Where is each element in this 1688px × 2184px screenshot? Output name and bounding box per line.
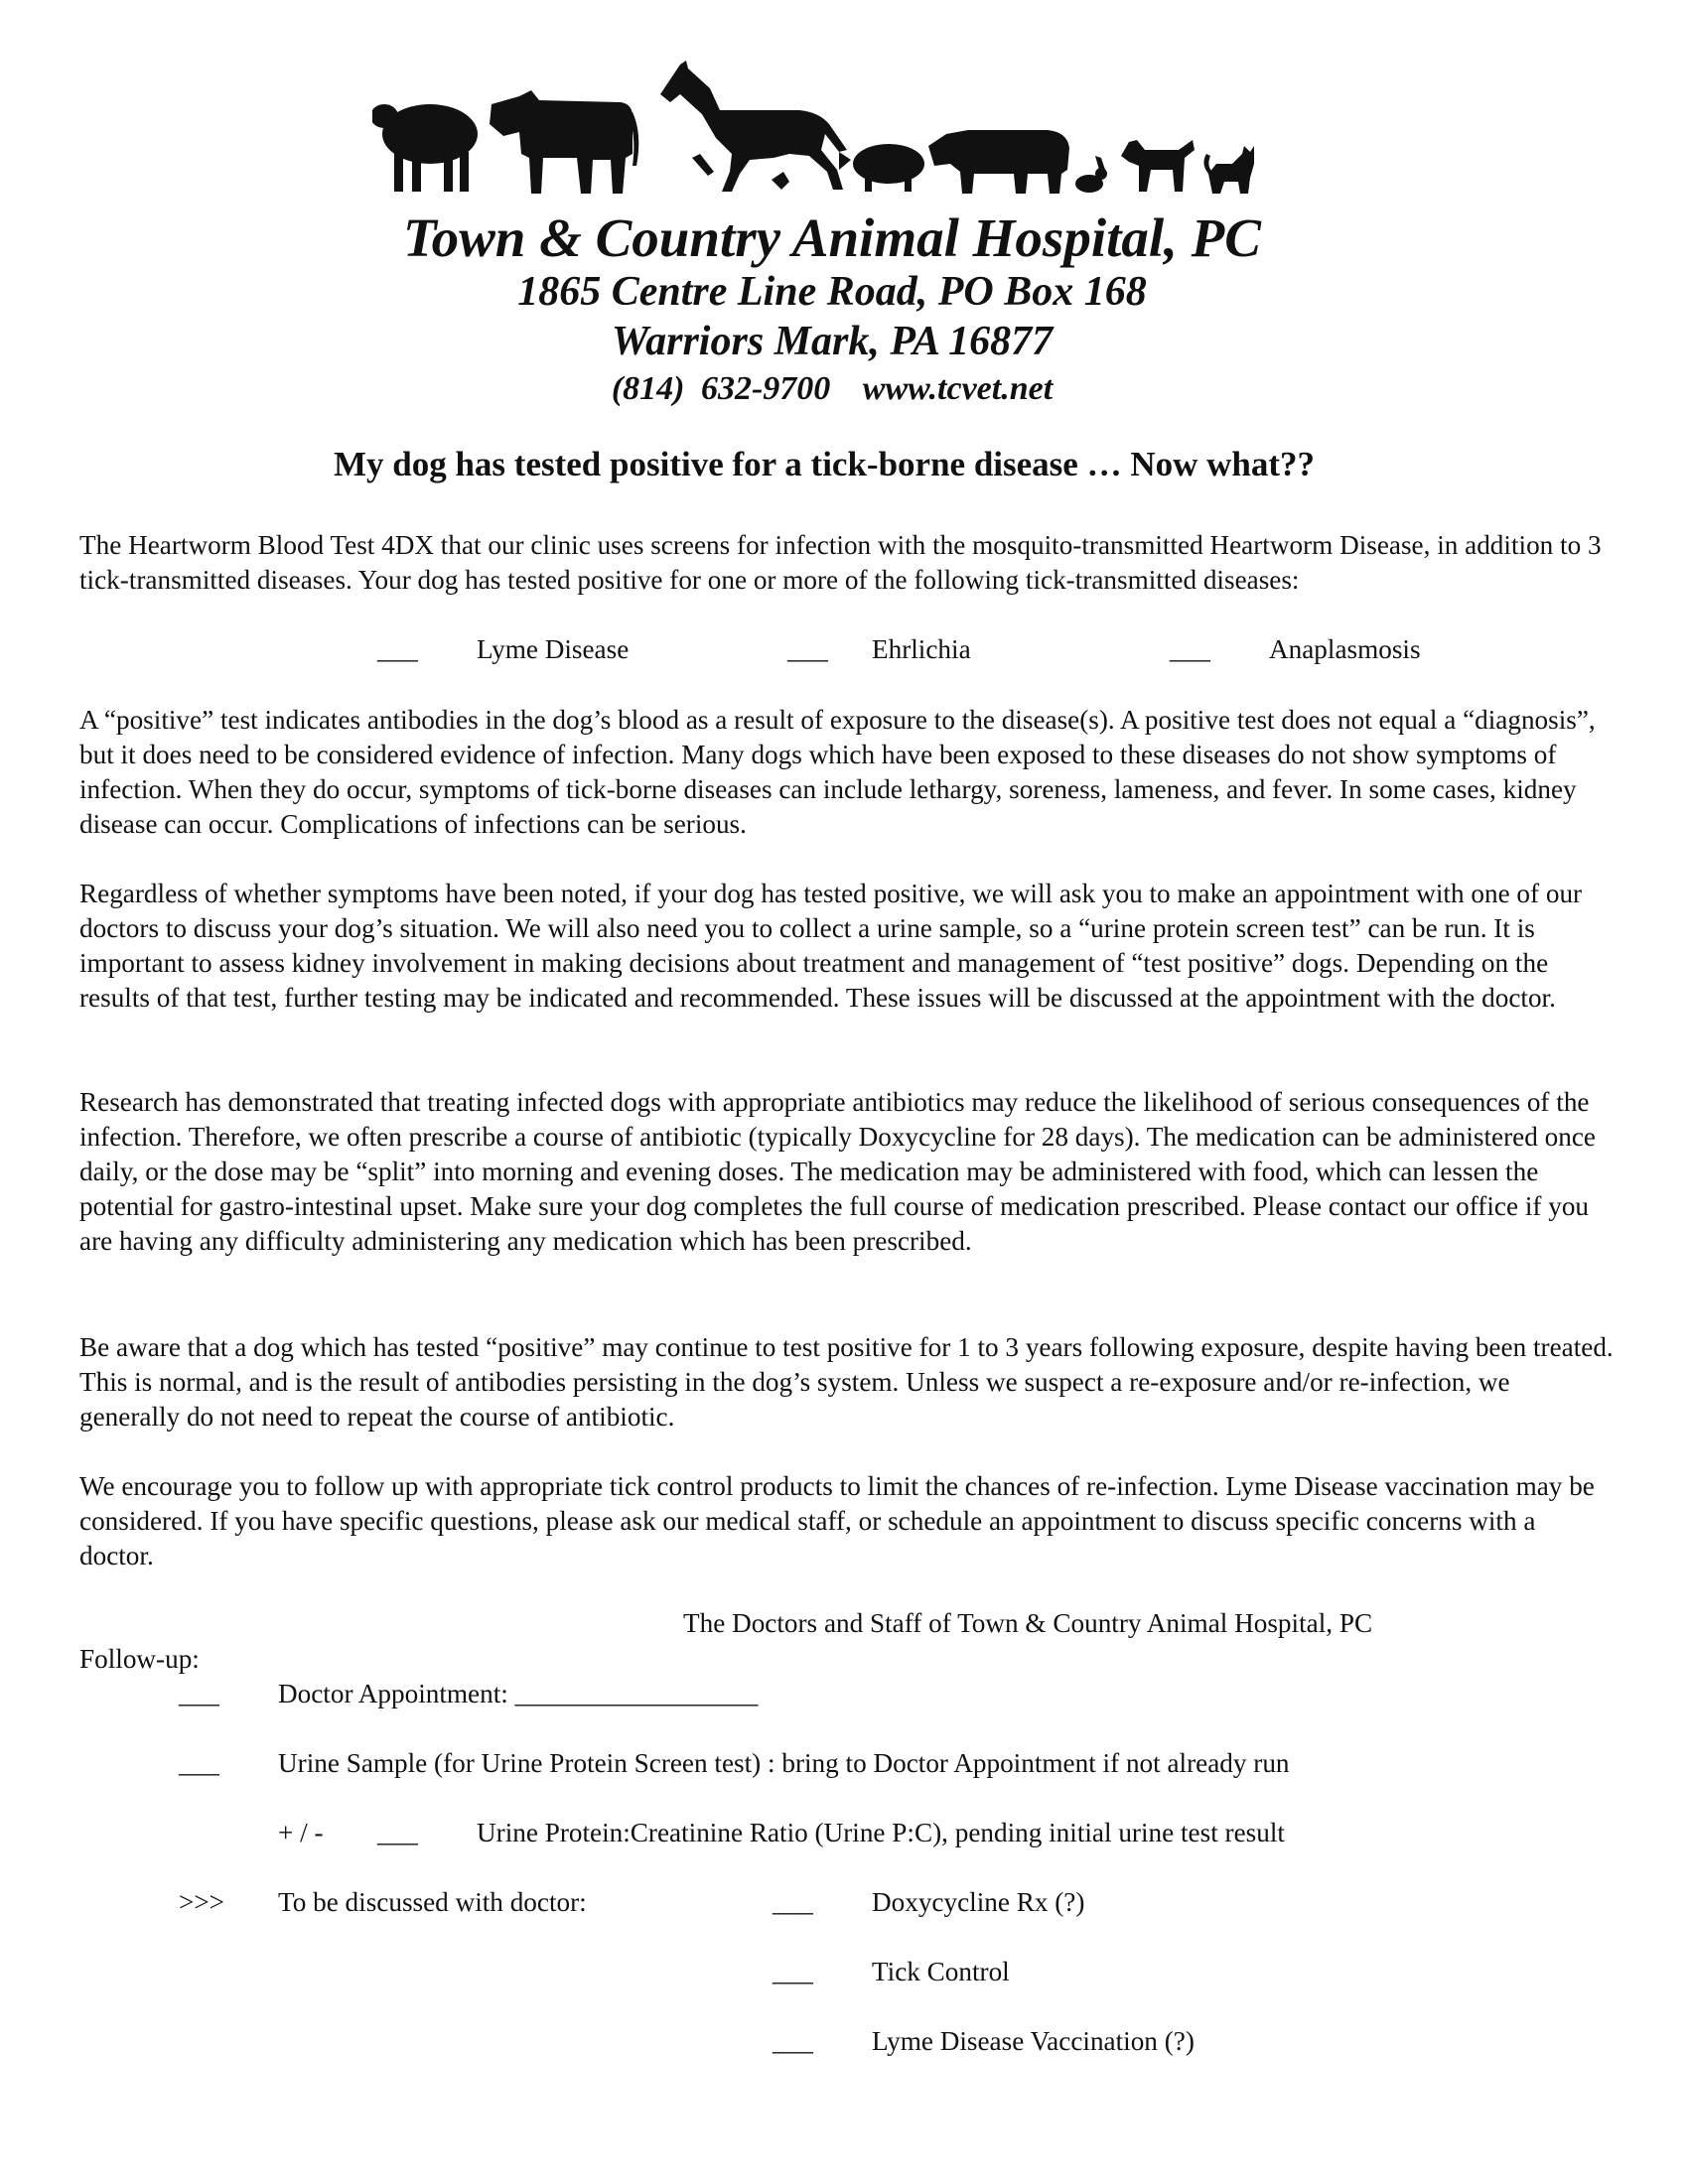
discuss-lyme-vaccination: Lyme Disease Vaccination (?) — [872, 2026, 1195, 2056]
urine-sample-item: Urine Sample (for Urine Protein Screen test) : bring to Doctor Appointment if not already run — [278, 1748, 1290, 1778]
animal-silhouettes-logo — [372, 55, 1256, 204]
cow-silhouette — [490, 90, 638, 194]
arrows-marker: >>> — [179, 1887, 224, 1917]
plus-minus-label: + / - — [278, 1818, 324, 1847]
cat-silhouette — [1203, 146, 1254, 194]
rabbit-silhouette — [1075, 156, 1107, 193]
address-line-1: 1865 Centre Line Road, PO Box 168 — [517, 269, 1147, 315]
doctor-appointment-blank[interactable]: ___ — [179, 1679, 219, 1708]
appointment-paragraph: Regardless of whether symptoms have been noted, if your dog has tested positive, we will ask you to make an appointment with one of our doctors to discuss your dog’s situation. We will also need you to collect a urine sample, so a “urine protein screen test” can be run. It is important to assess kidney involvement in making decisions about treatment and management of “test positive” dogs. Depending on the results of that test, further testing may be indicated and recommended. These issues will be discussed at the appointment with the doctor. — [79, 879, 1583, 1013]
ehrlichia-blank[interactable]: ___ — [787, 634, 828, 664]
signature-line: The Doctors and Staff of Town & Country Animal Hospital, PC — [683, 1608, 1373, 1638]
address-line-2: Warriors Mark, PA 16877 — [611, 319, 1054, 364]
urine-sample-blank[interactable]: ___ — [179, 1748, 219, 1778]
bird-silhouette — [772, 172, 789, 190]
urine-pc-blank[interactable]: ___ — [377, 1818, 418, 1847]
website-link[interactable]: www.tcvet.net — [862, 370, 1054, 407]
doctor-appointment-field[interactable]: Doctor Appointment: __________________ — [278, 1679, 759, 1708]
positive-test-paragraph: A “positive” test indicates antibodies in the dog’s blood as a result of exposure to the disease(s). A positive test does not equal a “diagnosis”, but it does need to be considered evidence of infection. Many dogs which have been exposed to these diseases do not show symptoms of infection. When they do occur, symptoms of tick-borne diseases can include lethargy, soreness, lameness, and fever. In some cases, kidney disease can occur. Complications of infections can be serious. — [79, 705, 1596, 839]
phone-number: (814) 632-9700 — [611, 370, 831, 407]
intro-paragraph: The Heartworm Blood Test 4DX that our clinic uses screens for infection with the mosquito-transmitted Heartworm Disease, in addition to 3 tick-transmitted diseases. Your dog has tested positive for one or more of the following tick-transmitted diseases: — [79, 530, 1602, 595]
horse-silhouette — [660, 61, 847, 192]
persistence-paragraph: Be aware that a dog which has tested “positive” may continue to test positive for 1 to 3 years following exposure, despite having been treated. This is normal, and is the result of antibodies persisting in the dog’s system. Unless we suspect a re-exposure and/or re-infection, we generally do not need to repeat the course of antibiotic. — [79, 1332, 1614, 1432]
lyme-vaccination-blank[interactable]: ___ — [773, 2026, 813, 2056]
disease-anaplasmosis: Anaplasmosis — [1269, 634, 1421, 664]
followup-label: Follow-up: — [79, 1644, 200, 1674]
document-title: My dog has tested positive for a tick-borne disease … Now what?? — [333, 445, 1316, 483]
steer-silhouette — [928, 130, 1069, 194]
treatment-paragraph: Research has demonstrated that treating infected dogs with appropriate antibiotics may reduce the likelihood of serious consequences of the infection. Therefore, we often prescribe a course of antibiotic (typically Doxycycline for 28 days). The medication can be administered once daily, or the dose may be “split” into morning and evening doses. The medication may be administered with food, which can lessen the potential for gastro-intestinal upset. Make sure your dog completes the full course of medication prescribed. Please contact our office if you are having any difficulty administering any medication which has been prescribed. — [79, 1087, 1596, 1256]
sheep-silhouette — [372, 104, 478, 192]
dog-silhouette — [1121, 140, 1195, 192]
disease-lyme: Lyme Disease — [477, 634, 630, 664]
anaplasmosis-blank[interactable]: ___ — [1170, 634, 1210, 664]
lyme-blank[interactable]: ___ — [377, 634, 418, 664]
urine-pc-item: Urine Protein:Creatinine Ratio (Urine P:C), pending initial urine test result — [477, 1818, 1285, 1847]
discuss-tick-control: Tick Control — [872, 1957, 1010, 1986]
contact-line — [0, 370, 1676, 408]
pig-silhouette — [839, 144, 924, 192]
discuss-label: To be discussed with doctor: — [278, 1887, 587, 1917]
hospital-name: Town & Country Animal Hospital, PC — [403, 207, 1261, 268]
doxycycline-blank[interactable]: ___ — [773, 1887, 813, 1917]
prevention-paragraph: We encourage you to follow up with appropriate tick control products to limit the chances of re-infection. Lyme Disease vaccination may be considered. If you have specific questions, please ask our medical staff, or schedule an appointment to discuss specific concerns with a doctor. — [79, 1471, 1595, 1570]
tick-control-blank[interactable]: ___ — [773, 1957, 813, 1986]
disease-ehrlichia: Ehrlichia — [872, 634, 971, 664]
discuss-doxycycline: Doxycycline Rx (?) — [872, 1887, 1085, 1917]
